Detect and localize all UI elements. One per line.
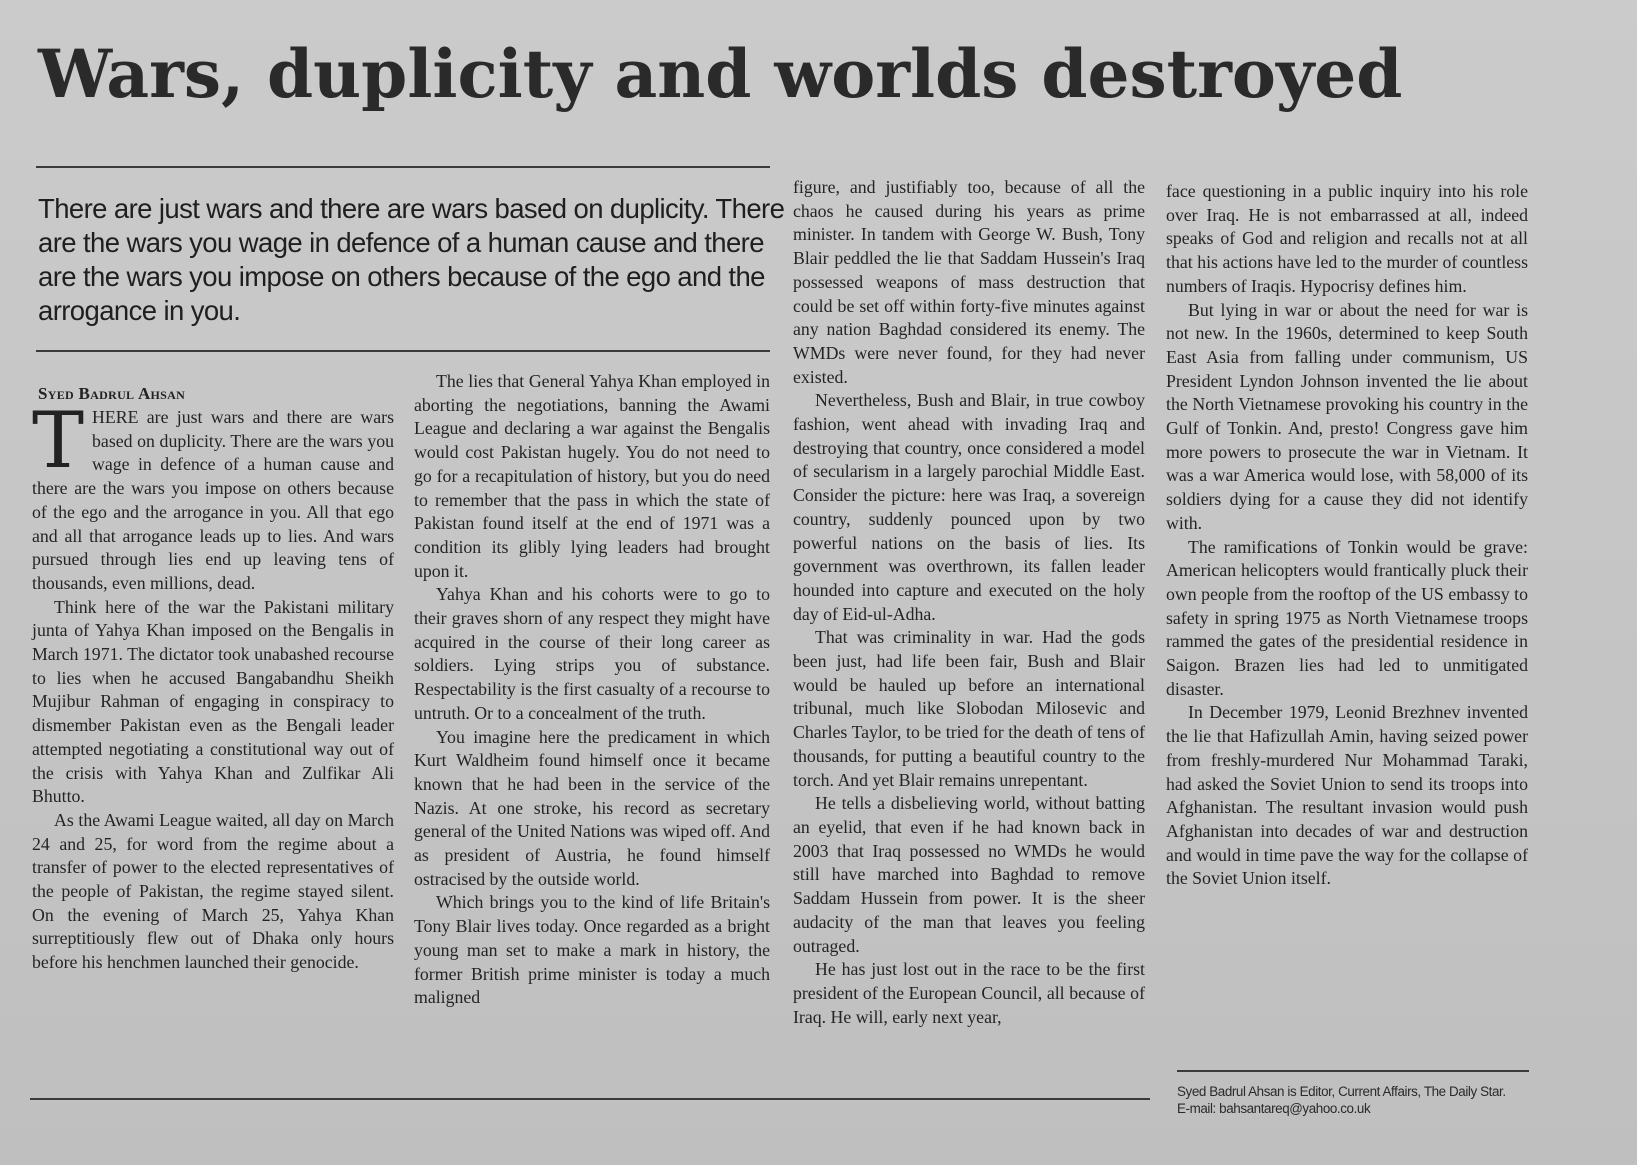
paragraph: He tells a disbelieving world, without batting an eyelid, that even if he had known back in 2003 that Iraq possessed no WMDs he would still have marched into Baghdad to remove Saddam Hussein from power. It is the sheer audacity of the man that leaves you feeling outraged.: [793, 793, 1145, 956]
paragraph: Nevertheless, Bush and Blair, in true cowboy fashion, went ahead with invading Iraq and destroying that country, once considered a model of secularism in a largely parochial Middle East. Consider the picture: here was Iraq, a sovereign country, suddenly pounced upon by two powerful nations on the basis of lies. Its government was overthrown, its fallen leader hounded into capture and executed on the holy day of Eid-ul-Adha.: [793, 390, 1145, 624]
paragraph: As the Awami League waited, all day on March 24 and 25, for word from the regime about a transfer of power to the elected representatives of the people of Pakistan, the regime stayed silent. On the evening of March 25, Yahya Khan surreptitiously flew out of Dhaka only hours before his henchmen launched their genocide.: [32, 809, 394, 973]
paragraph: Yahya Khan and his cohorts were to go to their graves shorn of any respect they might have acquired in the course of their long career as soldiers. Lying strips you of substance. Respectability is the first casualty of a recourse to untruth. Or to a concealment of the truth.: [414, 584, 770, 723]
column-2: [414, 370, 770, 1010]
column-1: [32, 396, 394, 975]
paragraph: figure, and justifiably too, because of all the chaos he caused during his years as prime minister. In tandem with George W. Bush, Tony Blair peddled the lie that Saddam Hussein's Iraq possessed weapons of mass destruction that could be set off within forty-five minutes against any nation Baghdad considered its enemy. The WMDs were never found, for they had never existed.: [793, 177, 1145, 387]
deck: There are just wars and there are wars based on duplicity. There are the wars you wage in defence of a human cause and there are the wars you impose on others because of the ego and the arrogance in you.: [38, 193, 785, 326]
paragraph: That was criminality in war. Had the gods been just, had life been fair, Bush and Blair would be hauled up before an international tribunal, much like Slobodan Milosevic and Charles Taylor, to be tried for the death of tens of thousands, for putting a beautiful country to the torch. And yet Blair remains unrepentant.: [793, 627, 1145, 790]
paragraph: THERE are just wars and there are wars based on duplicity. There are the wars you wage in defence of a human cause and there are the wars you impose on others because of the ego and the arrogance in you. All that ego and all that arrogance leads up to lies. And wars pursued through lies end up leaving tens of thousands, even millions, dead.: [32, 396, 394, 593]
drop-cap: T: [32, 396, 85, 486]
paragraph: Think here of the war the Pakistani military junta of Yahya Khan imposed on the Bengalis in March 1971. The dictator took unabashed recourse to lies when he accused Bangabandhu Sheikh Mujibur Rahman of engaging in conspiracy to dismember Pakistan even as the Bengali leader attempted negotiating a constitutional way out of the crisis with Yahya Khan and Zulfikar Ali Bhutto.: [32, 596, 394, 807]
deck-bottom-rule: [36, 350, 770, 352]
author-email: E-mail: bahsantareq@yahoo.co.uk: [1177, 1101, 1371, 1116]
paragraph: He has just lost out in the race to be the first president of the European Council, all because of Iraq. He will, early next year,: [793, 959, 1145, 1027]
paragraph: In December 1979, Leonid Brezhnev invented the lie that Hafizullah Amin, having seized power from freshly-murdered Nur Mohammad Taraki, had asked the Soviet Union to send its troops into Afghanistan. The resultant invasion would push Afghanistan into decades of war and destruction and would in time pave the way for the collapse of the Soviet Union itself.: [1166, 702, 1528, 889]
author-bio: [1177, 1083, 1537, 1117]
column-3: [793, 176, 1145, 1029]
paragraph: But lying in war or about the need for war is not new. In the 1960s, determined to keep South East Asia from falling under communism, US President Lyndon Johnson invented the lie about the North Vietnamese provoking his country in the Gulf of Tonkin. And, presto! Congress gave him more powers to prosecute the war in Vietnam. It was a war America would lose, with 58,000 of its soldiers dying for a cause they did not identify with.: [1166, 299, 1528, 533]
bio-rule: [1177, 1070, 1529, 1072]
column-4: [1166, 180, 1528, 891]
paragraph: face questioning in a public inquiry into his role over Iraq. He is not embarrassed at all, indeed speaks of God and religion and recalls not at all that his actions have led to the murder of countless numbers of Iraqis. Hypocrisy defines him.: [1166, 181, 1528, 296]
paragraph: The ramifications of Tonkin would be grave: American helicopters would frantically pluck their own people from the rooftop of the US embassy to safety in spring 1975 as North Vietnamese troops rammed the gates of the presidential residence in Saigon. Brazen lies had led to unmitigated disaster.: [1166, 536, 1528, 699]
deck-top-rule: [36, 166, 770, 168]
paragraph: Which brings you to the kind of life Britain's Tony Blair lives today. Once regarded as a bright young man set to make a mark in history, the former British prime minister is today a much maligned: [414, 892, 770, 1008]
headline: Wars, duplicity and worlds destroyed: [38, 35, 1403, 113]
author-bio-role: Syed Badrul Ahsan is Editor, Current Affairs, The Daily Star.: [1177, 1084, 1506, 1099]
paragraph: You imagine here the predicament in which Kurt Waldheim found himself once it became known that he had been in the service of the Nazis. At one stroke, his record as secretary general of the United Nations was wiped off. And as president of Austria, he found himself ostracised by the outside world.: [414, 726, 770, 889]
byline: Syed Badrul Ahsan: [38, 384, 186, 403]
paragraph: The lies that General Yahya Khan employed in aborting the negotiations, banning the Awami League and declaring a war against the Bengalis would cost Pakistan hugely. You do not need to go for a recapitulation of history, but you do need to remember that the pass in which the state of Pakistan found itself at the end of 1971 was a condition its glibly lying leaders had brought upon it.: [414, 371, 770, 581]
page-bottom-rule: [30, 1098, 1150, 1100]
